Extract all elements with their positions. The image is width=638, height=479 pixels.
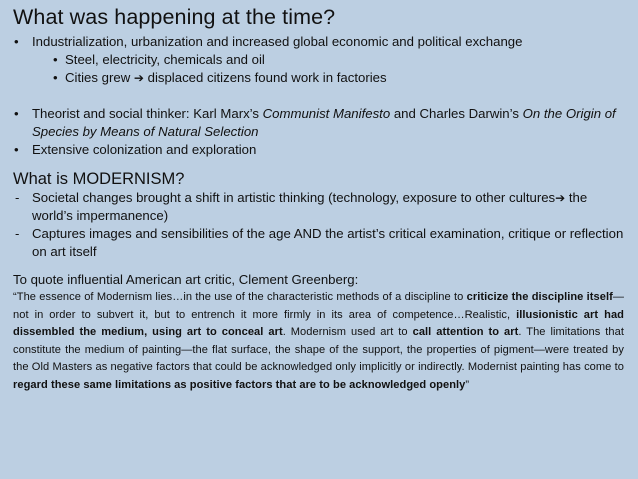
modernism-list — [13, 189, 624, 261]
right-arrow-icon: ➔ — [133, 71, 144, 85]
bullet-text: Theorist and social thinker: Karl Marx’s — [32, 106, 263, 121]
quote-text: —not in order to subvert it, but to entrench it more firmly in its area of competence…Realistic, — [13, 291, 624, 321]
list-item — [13, 225, 624, 261]
quote-text: . The limitations that constitute the medium of painting—the flat surface, the shape of the support, the properties of pigment—were treated by the Old Masters as negative factors that could be acknowledged only implicitly or indirectly. Modernist painting has come to — [13, 326, 624, 374]
right-arrow-icon: ➔ — [555, 191, 566, 205]
list-item — [13, 189, 624, 225]
list-item — [13, 33, 624, 51]
quote-emphasis: regard these same limitations as positive factors that are to be acknowledged openly — [13, 378, 466, 391]
quote-text: . Modernism used art to — [282, 326, 413, 339]
context-list — [13, 33, 624, 159]
book-title: On the Origin of Species by Means of Natural Selection — [32, 106, 616, 139]
book-title: Communist Manifesto — [262, 106, 391, 121]
quote-text: ” — [465, 378, 470, 391]
spacer — [13, 261, 624, 271]
sub-bullet-text: Steel, electricity, chemicals and oil — [65, 52, 265, 67]
list-item — [13, 141, 624, 159]
list-item — [13, 105, 624, 141]
spacer — [13, 87, 624, 105]
quote-intro: To quote influential American art critic, Clement Greenberg: — [13, 272, 359, 287]
bullet-text: and Charles Darwin’s — [390, 106, 523, 121]
quote-emphasis: criticize the discipline itself — [466, 291, 613, 303]
sub-list-item — [13, 51, 624, 69]
quote-emphasis: call attention to art — [412, 326, 519, 339]
spacer — [13, 159, 624, 169]
bullet-text: Industrialization, urbanization and increased global economic and political exchange — [32, 34, 523, 49]
dash-text: Societal changes brought a shift in artistic thinking (technology, exposure to other cultures — [32, 190, 556, 205]
dash-text: Captures images and sensibilities of the age AND the artist’s critical examination, critique or reflection on art itself — [32, 226, 624, 259]
bullet-text: Extensive colonization and exploration — [32, 142, 257, 157]
dash-text: the world’s impermanence) — [32, 190, 588, 223]
quote-text: “The essence of Modernism lies…in the use of the characteristic methods of a discipline to — [13, 291, 467, 303]
greenberg-quote — [13, 289, 624, 395]
section-heading: What is MODERNISM? — [13, 170, 185, 188]
sub-list-item — [13, 69, 624, 87]
sub-bullet-text: displaced citizens found work in factories — [143, 70, 387, 85]
sub-bullet-text: Cities grew — [65, 70, 134, 85]
quote-emphasis: illusionistic art had dissembled the medium, using art to conceal art — [13, 308, 624, 339]
slide-title: What was happening at the time? — [13, 5, 336, 29]
